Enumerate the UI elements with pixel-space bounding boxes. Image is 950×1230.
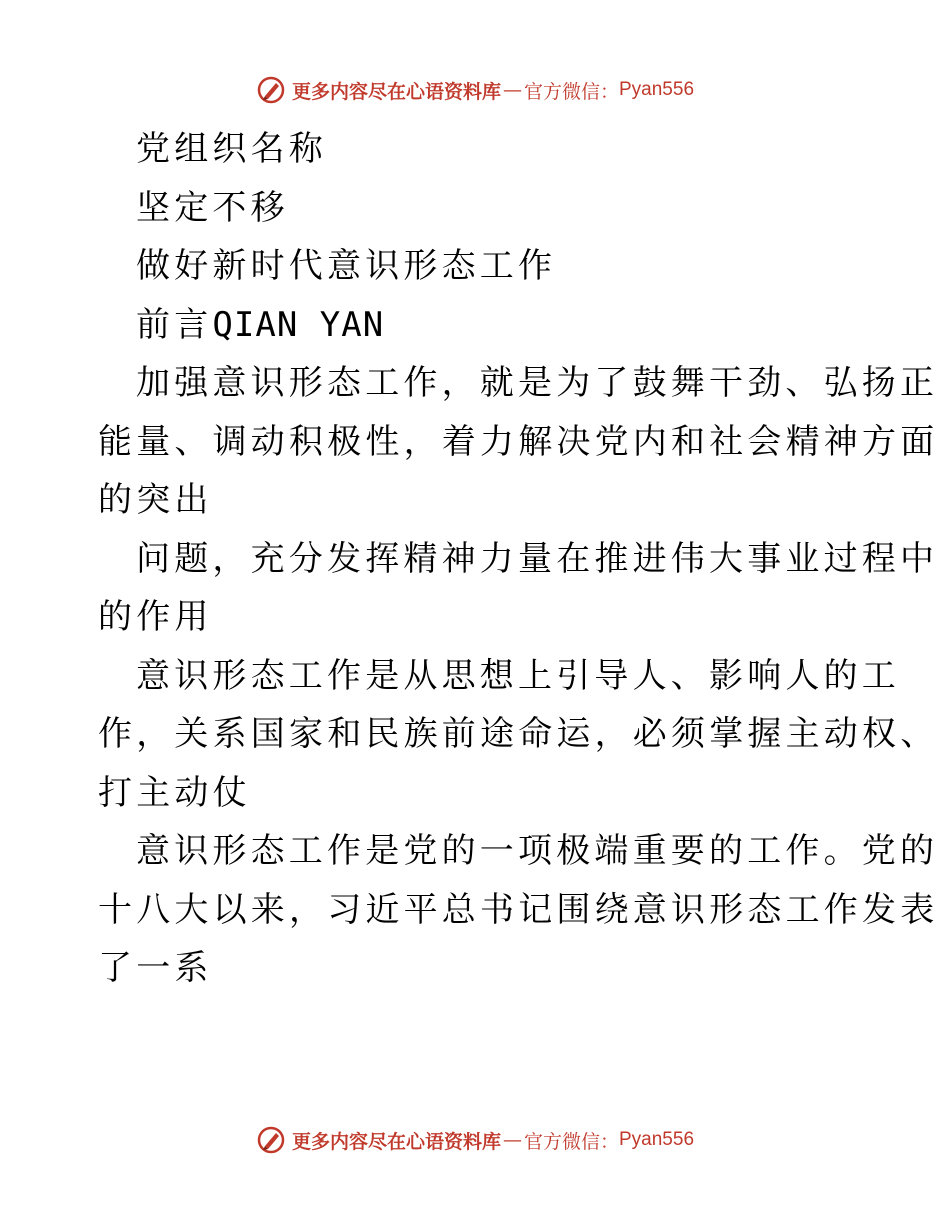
paragraph-3-line-3: 打主动仗	[98, 772, 251, 813]
header-site-text: 更多内容尽在心语资料库	[291, 80, 501, 103]
paragraph-3-line-1: 意识形态工作是从思想上引导人、影响人的工	[136, 655, 900, 696]
footer-site-text: 更多内容尽在心语资料库	[291, 1130, 501, 1153]
paragraph-2-line-1: 问题，充分发挥精神力量在推进伟大事业过程中	[136, 538, 939, 579]
document-title: 做好新时代意识形态工作	[136, 246, 557, 286]
slogan: 坚定不移	[136, 187, 289, 228]
paragraph-4-line-1: 意识形态工作是党的一项极端重要的工作。党的	[136, 831, 939, 871]
preface-en: QIAN YAN	[212, 304, 385, 345]
header-wechat-id: Pyan556	[619, 79, 695, 100]
document-body	[98, 120, 939, 998]
pen-logo-icon	[256, 75, 286, 105]
paragraph-1-line-3: 的突出	[98, 480, 213, 520]
footer-wechat-id: Pyan556	[619, 1129, 695, 1150]
preface-heading	[98, 296, 858, 355]
paragraph-3-line-2: 作，关系国家和民族前途命运，必须掌握主动权、	[98, 714, 939, 754]
footer-wechat-label: 官方微信：	[523, 1130, 619, 1153]
header-wechat-label: 官方微信：	[523, 80, 619, 103]
paragraph-4-line-3: 了一系	[98, 948, 213, 988]
footer-watermark	[0, 1120, 950, 1160]
pen-logo-icon	[256, 1125, 286, 1155]
paragraph-4-line-2: 十八大以来，习近平总书记围绕意识形态工作发表	[98, 889, 939, 930]
paragraph-2-line-2: 的作用	[98, 597, 213, 637]
paragraph-1-line-2: 能量、调动积极性，着力解决党内和社会精神方面	[98, 421, 939, 462]
header-watermark	[0, 70, 950, 110]
preface-cn: 前言	[136, 304, 213, 345]
org-name: 党组织名称	[136, 129, 327, 169]
header-separator: —	[502, 79, 522, 101]
paragraph-1-line-1: 加强意识形态工作，就是为了鼓舞干劲、弘扬正	[136, 363, 939, 403]
footer-separator: —	[502, 1129, 522, 1151]
